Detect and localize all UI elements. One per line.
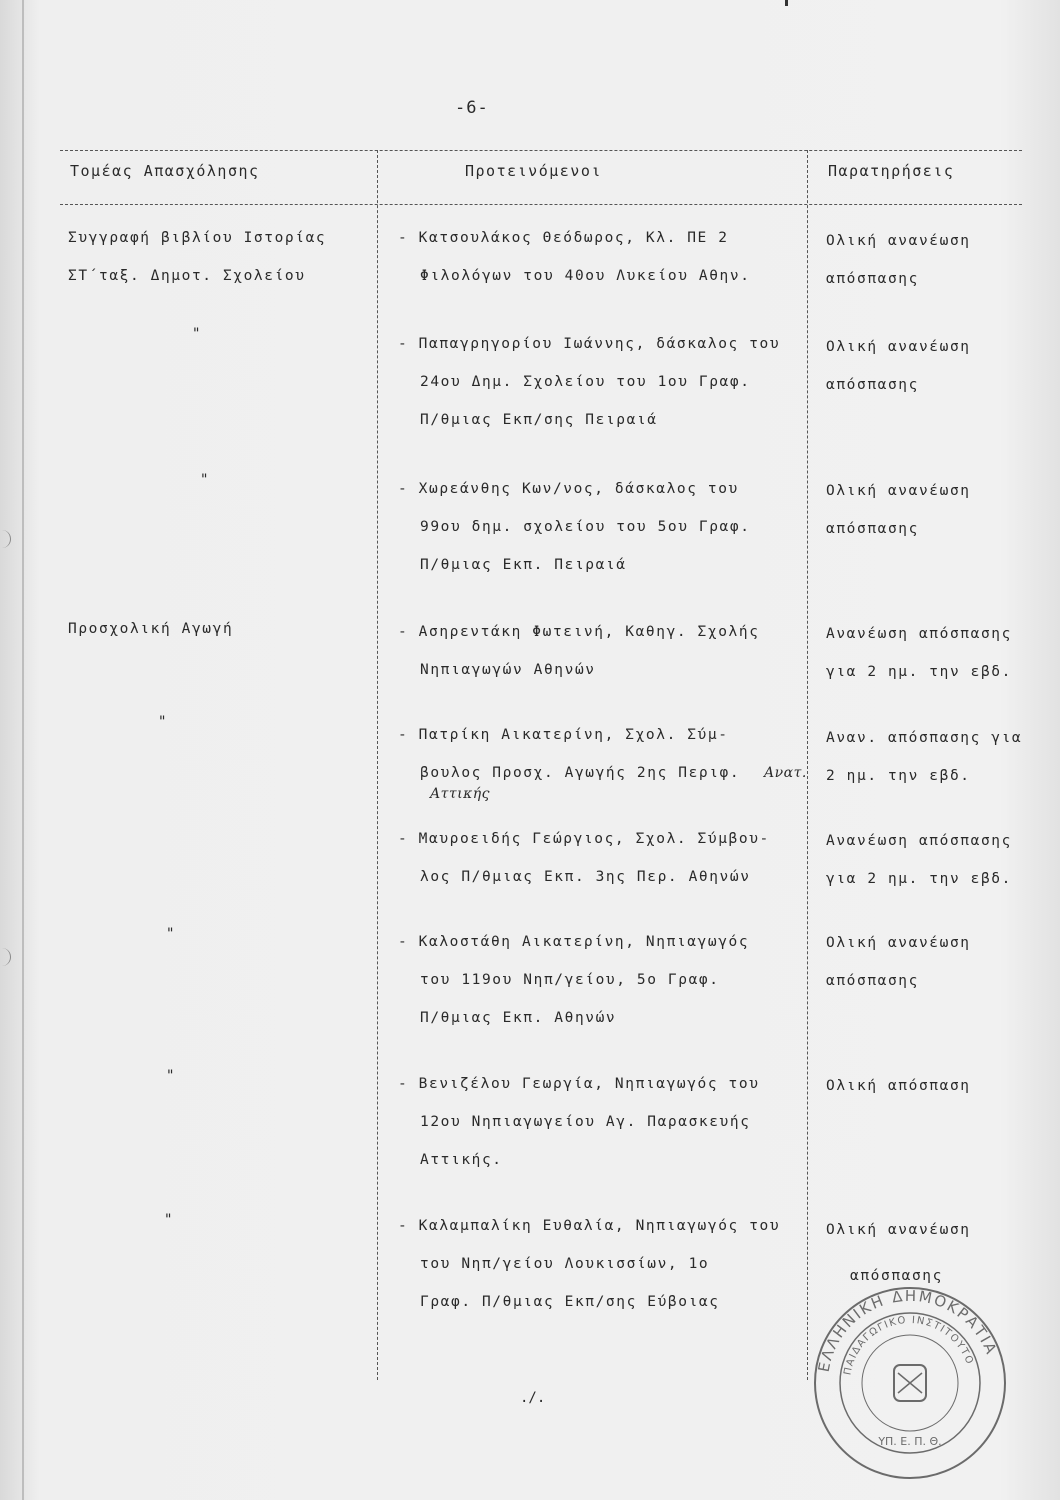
candidate-text: Π/θμιας Εκπ/σης Πειραιά [420, 412, 658, 428]
ditto-mark: " [158, 714, 167, 730]
candidate-text: Γραφ. Π/θμιας Εκπ/σης Εύβοιας [420, 1294, 720, 1310]
table-top-rule [60, 150, 1022, 151]
candidate-text: - Παπαγρηγορίου Ιωάννης, δάσκαλος του [398, 336, 781, 352]
remark-text: για 2 ημ. την εβδ. [826, 871, 1012, 887]
remark-text: απόσπασης [826, 521, 919, 537]
candidate-text: του 119ου Νηπ/γείου, 5ο Γραφ. [420, 972, 720, 988]
column-divider [377, 150, 378, 1380]
remark-text: Ανανέωση απόσπασης [826, 626, 1012, 642]
remark-text: απόσπασης [826, 973, 919, 989]
candidate-text: 24ου Δημ. Σχολείου του 1ου Γραφ. [420, 374, 751, 390]
remark-text: απόσπασης [826, 271, 919, 287]
header-remarks: Παρατηρήσεις [828, 162, 955, 180]
remark-text: απόσπασης [826, 377, 919, 393]
remark-text: Ολική απόσπαση [826, 1078, 971, 1094]
candidate-text: - Καλοστάθη Αικατερίνη, Νηπιαγωγός [398, 934, 750, 950]
remark-text: Ολική ανανέωση [826, 233, 971, 249]
candidate-text: - Κατσουλάκος Θεόδωρος, Κλ. ΠΕ 2 [398, 230, 729, 246]
sector-text: ΣΤ΄ταξ. Δημοτ. Σχολείου [68, 268, 306, 284]
table-header-rule [60, 204, 1022, 205]
ditto-mark: " [192, 326, 201, 342]
punch-hole [0, 530, 11, 548]
column-divider [807, 150, 808, 1380]
candidate-text: λος Π/θμιας Εκπ. 3ης Περ. Αθηνών [420, 869, 751, 885]
page-edge [22, 0, 24, 1500]
stamp-bottom-text: ΥΠ. Ε. Π. Θ. [878, 1435, 942, 1448]
candidate-text: - Πατρίκη Αικατερίνη, Σχολ. Σύμ- [398, 727, 729, 743]
candidate-text: 99ου δημ. σχολείου του 5ου Γραφ. [420, 519, 751, 535]
remark-text: Αναν. απόσπασης για [826, 730, 1023, 746]
header-sector: Τομέας Απασχόλησης [70, 162, 260, 180]
official-stamp [812, 1285, 1008, 1481]
candidate-text: - Καλαμπαλίκη Ευθαλία, Νηπιαγωγός του [398, 1218, 781, 1234]
remark-text: για 2 ημ. την εβδ. [826, 664, 1012, 680]
handwritten-note: Αττικής [430, 786, 490, 802]
candidate-text: - Χωρεάνθης Κων/νος, δάσκαλος του [398, 481, 739, 497]
top-mark [785, 0, 788, 6]
candidate-text: Π/θμιας Εκπ. Αθηνών [420, 1010, 617, 1026]
candidate-text: βουλος Προσχ. Αγωγής 2ης Περιφ. [420, 765, 741, 781]
stamp-outer-text: ΕΛΛΗΝΙΚΗ ΔΗΜΟΚΡΑΤΙΑ [814, 1286, 1001, 1374]
remark-text: Ολική ανανέωση [826, 483, 971, 499]
candidate-text: Π/θμιας Εκπ. Πειραιά [420, 557, 627, 573]
candidate-text: - Βενιζέλου Γεωργία, Νηπιαγωγός του [398, 1076, 760, 1092]
candidate-text: 12ου Νηπιαγωγείου Αγ. Παρασκευής [420, 1114, 751, 1130]
candidate-text: Νηπιαγωγών Αθηνών [420, 662, 596, 678]
remark-text: Ολική ανανέωση [826, 1222, 971, 1238]
remark-text: Ολική ανανέωση [826, 339, 971, 355]
ditto-mark: " [166, 1068, 175, 1084]
remark-text: Ανανέωση απόσπασης [826, 833, 1012, 849]
candidate-text: - Ασηρεντάκη Φωτεινή, Καθηγ. Σχολής [398, 624, 760, 640]
page-number: -6- [455, 98, 489, 118]
stamp-inner-text: ΠΑΙΔΑΓΩΓΙΚΟ ΙΝΣΤΙΤΟΥΤΟ [842, 1314, 976, 1377]
remark-text: Ολική ανανέωση [826, 935, 971, 951]
candidate-text: Φιλολόγων του 40ου Λυκείου Αθην. [420, 268, 751, 284]
ditto-mark: " [200, 472, 209, 488]
candidate-text: του Νηπ/γείου Λουκισσίων, 1ο [420, 1256, 710, 1272]
candidate-text: Αττικής. [420, 1152, 503, 1168]
ditto-mark: " [164, 1212, 173, 1228]
remark-text: απόσπασης [850, 1268, 943, 1284]
remark-text: 2 ημ. την εβδ. [826, 768, 971, 784]
candidate-text: - Μαυροειδής Γεώργιος, Σχολ. Σύμβου- [398, 831, 770, 847]
header-proposed: Προτεινόμενοι [465, 162, 602, 180]
handwritten-note: Ανατ. [764, 765, 807, 781]
ditto-mark: " [166, 926, 175, 942]
sector-text: Προσχολική Αγωγή [68, 621, 234, 637]
punch-hole [0, 948, 11, 966]
continuation-mark: ./. [520, 1390, 546, 1406]
sector-text: Συγγραφή βιβλίου Ιστορίας [68, 230, 327, 246]
